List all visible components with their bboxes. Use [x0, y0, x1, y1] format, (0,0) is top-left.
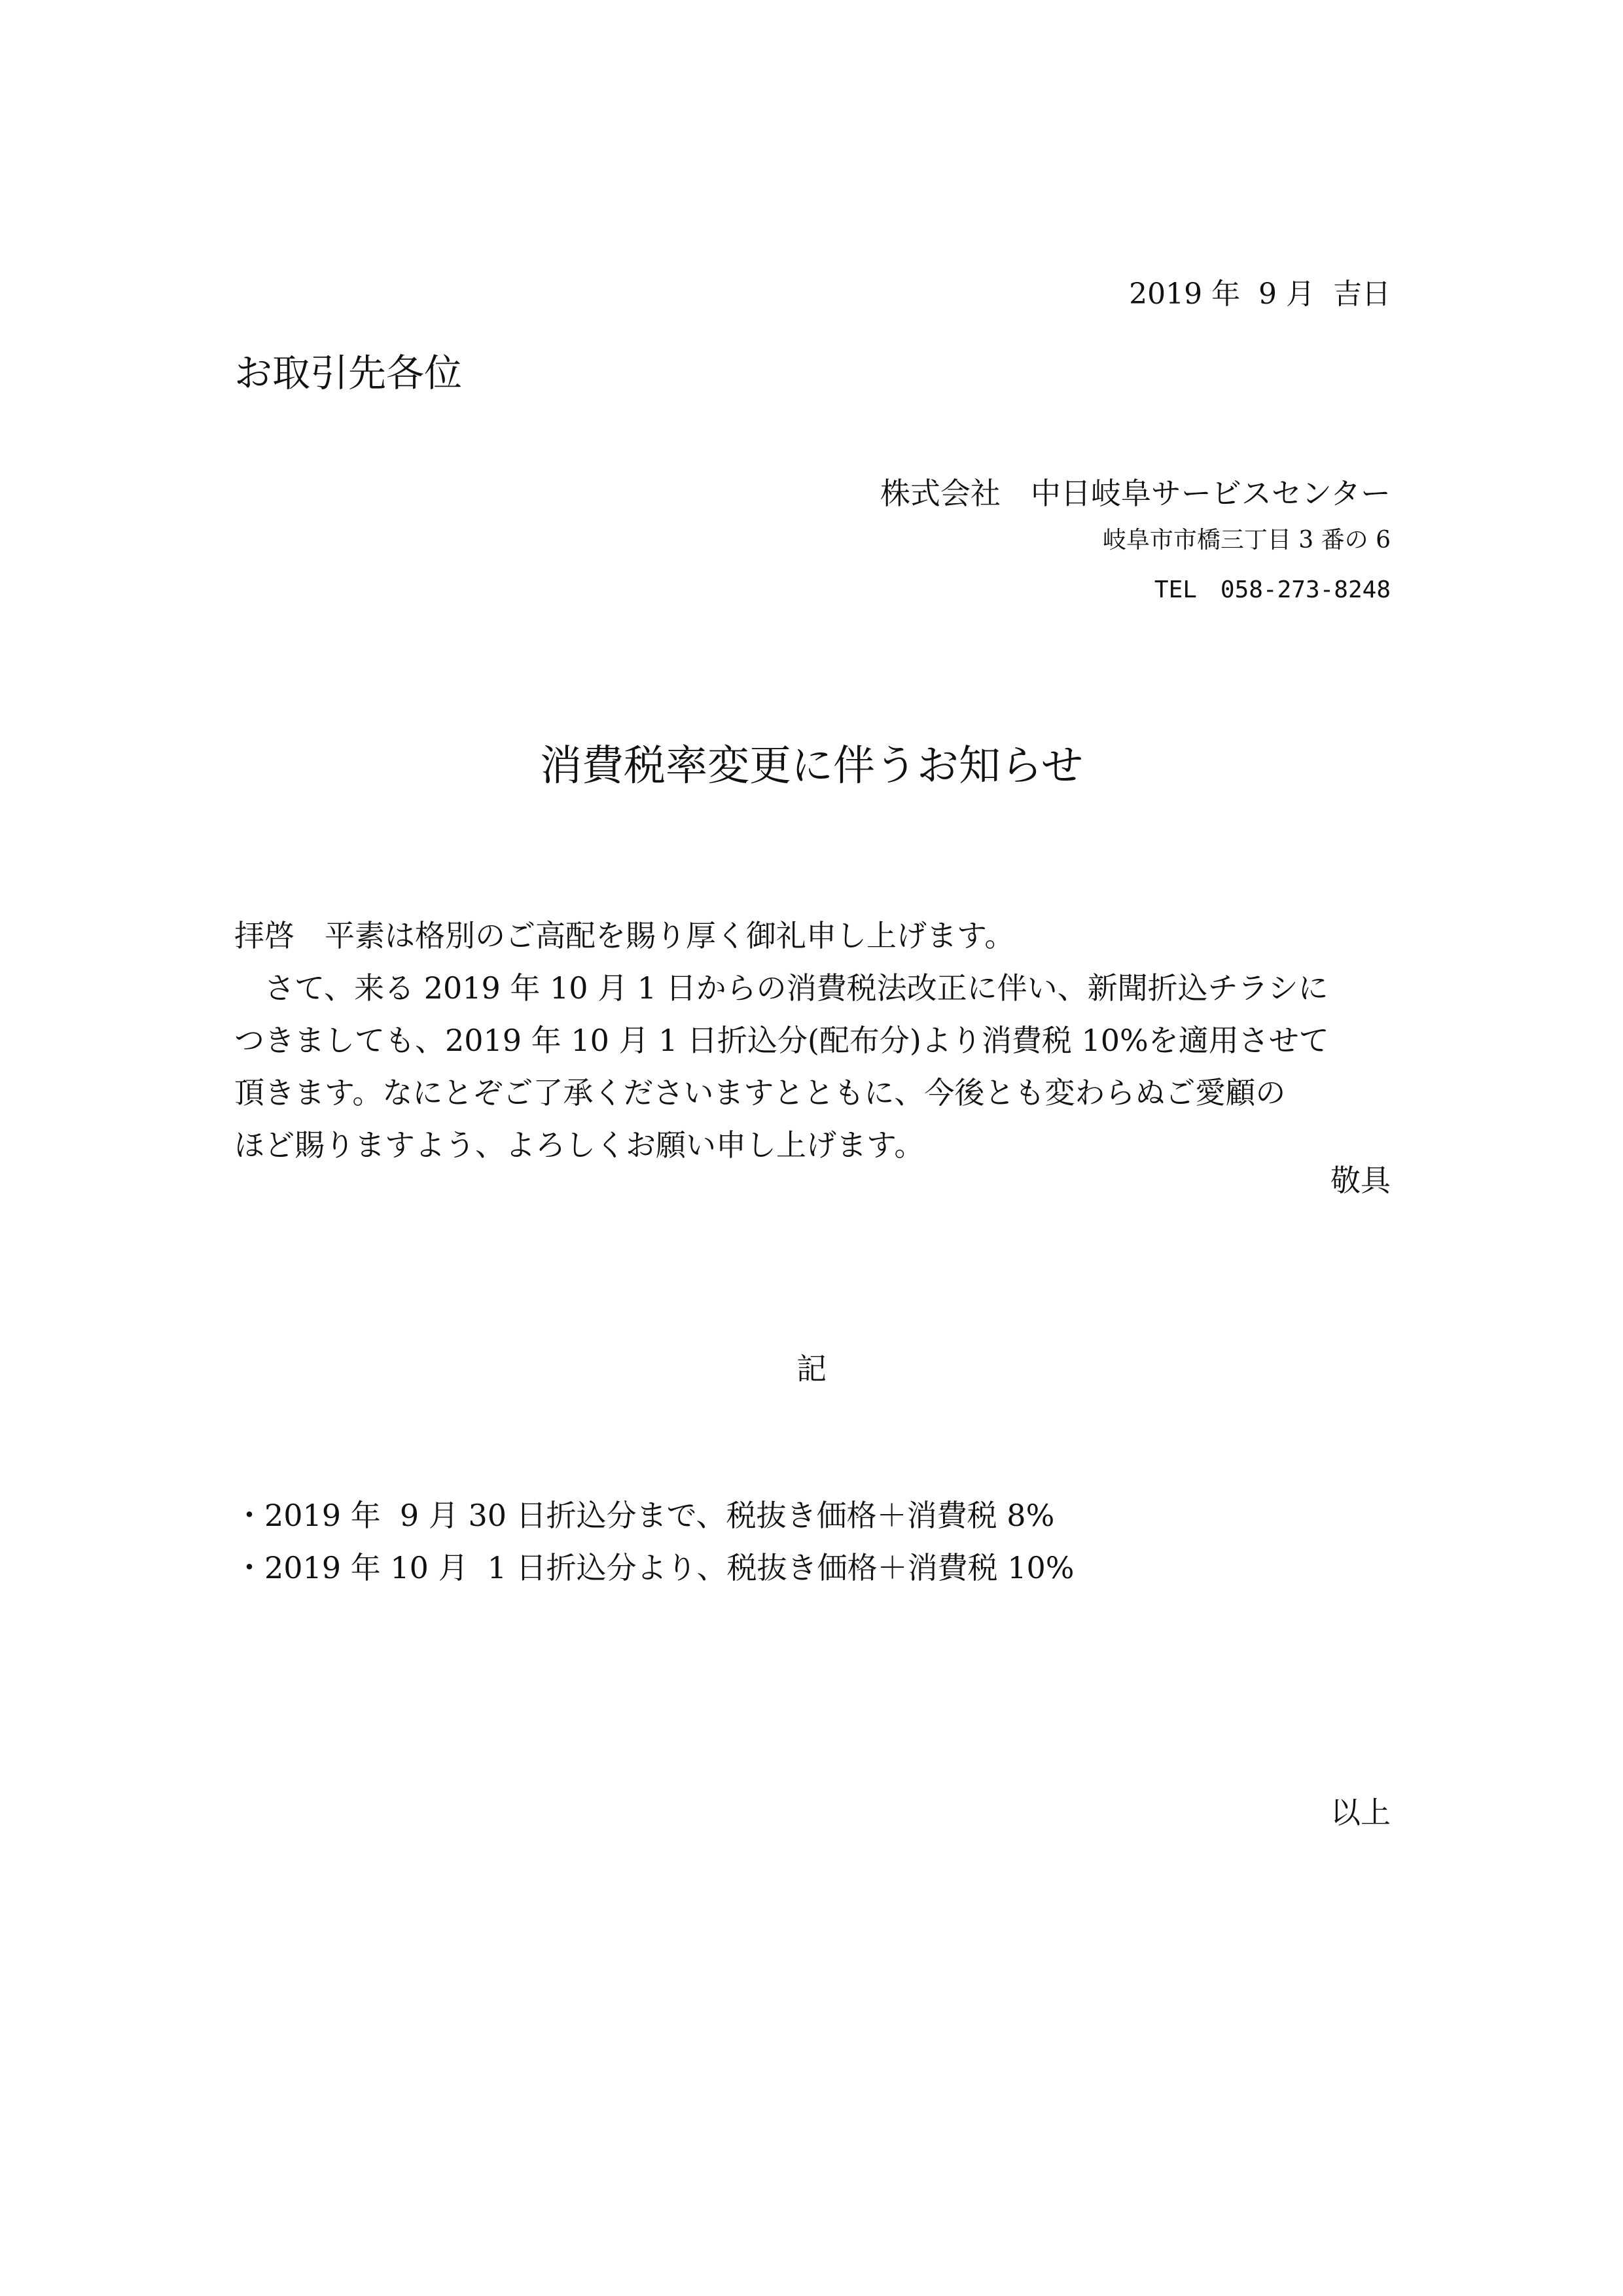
- sender-company-name: 株式会社 中日岐阜サービスセンター: [880, 476, 1391, 511]
- body-line: ほど賜りますよう、よろしくお願い申し上げます。: [234, 1127, 925, 1163]
- recipient-line: お取引先各位: [234, 351, 463, 395]
- sender-tel: TEL 058-273-8248: [1154, 576, 1391, 603]
- sender-address: 岐阜市市橋三丁目 3 番の 6: [1102, 527, 1391, 554]
- document-title: 消費税率変更に伴うお知らせ: [539, 742, 1084, 790]
- body-line: 拝啓 平素は格別のご高配を賜り厚く御礼申し上げます。: [234, 918, 1015, 953]
- body-text: [234, 910, 1393, 1171]
- notes-heading: 記: [796, 1351, 827, 1386]
- end-mark: 以上: [1330, 1795, 1391, 1830]
- body-line: さて、来る 2019 年 10 月 1 日からの消費税法改正に伴い、新聞折込チラシに: [234, 970, 1329, 1006]
- notes-list: [234, 1489, 1074, 1594]
- notes-list-item: ・2019 年 9 月 30 日折込分まで、税抜き価格＋消費税 8%: [234, 1498, 1055, 1533]
- document-date: 2019 年 9 月 吉日: [1129, 277, 1391, 311]
- body-line: つきましても、2019 年 10 月 1 日折込分(配布分)より消費税 10%を適用させて: [234, 1023, 1329, 1058]
- closing-word: 敬具: [1330, 1163, 1391, 1198]
- notes-list-item: ・2019 年 10 月 1 日折込分より、税抜き価格＋消費税 10%: [234, 1550, 1075, 1585]
- body-line: 頂きます。なにとぞご了承くださいますとともに、今後とも変わらぬご愛顧の: [234, 1075, 1286, 1110]
